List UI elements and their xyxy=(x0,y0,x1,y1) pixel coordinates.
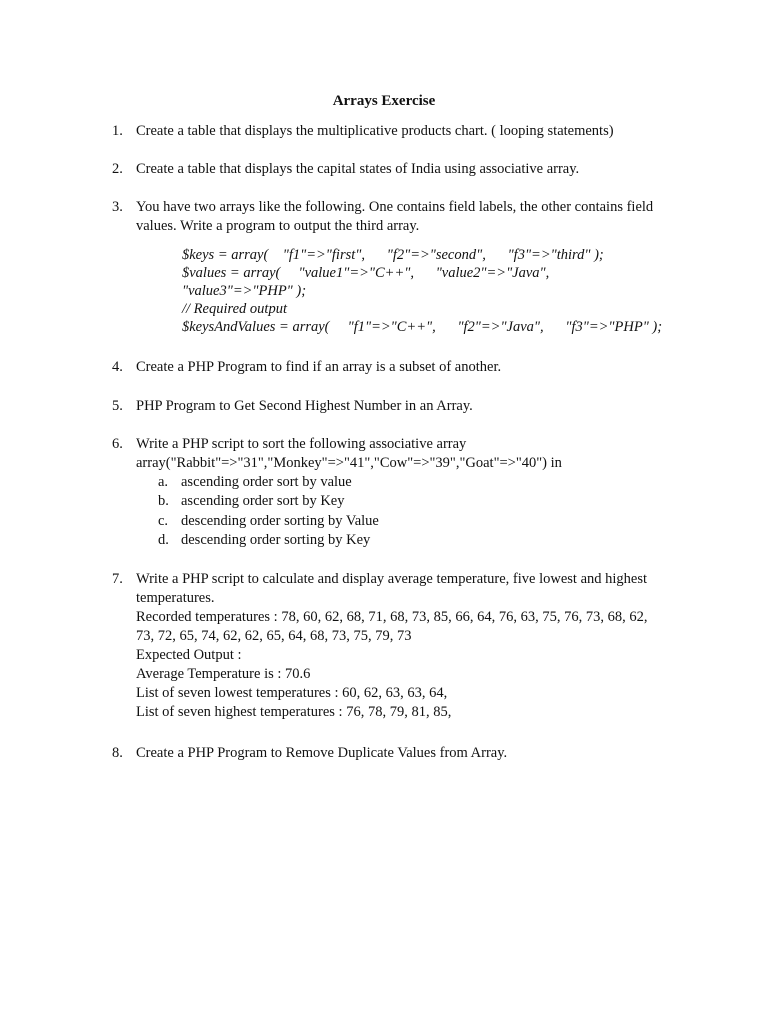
item-text-line: array("Rabbit"=>"31","Monkey"=>"41","Cow"=>"39","Goat"=>"40") in xyxy=(136,455,562,471)
exercise-item-7 xyxy=(112,570,672,722)
item-text-line: values. Write a program to output the third array. xyxy=(136,218,420,234)
item-number: 5. xyxy=(112,398,123,414)
sub-item-letter: d. xyxy=(158,531,169,548)
code-block xyxy=(182,246,672,336)
sub-item-letter: c. xyxy=(158,512,169,529)
item-text-block xyxy=(136,198,672,336)
item-number: 6. xyxy=(112,436,123,452)
item-text: Create a PHP Program to Remove Duplicate Values from Array. xyxy=(136,745,508,761)
item-text: Create a PHP Program to find if an array is a subset of another. xyxy=(136,359,502,375)
item-number: 3. xyxy=(112,199,123,215)
item-text-line: Write a PHP script to sort the following associative array xyxy=(136,436,467,452)
item-text-block xyxy=(136,435,672,550)
exercise-item-1 xyxy=(112,122,672,141)
item-number: 4. xyxy=(112,359,123,375)
code-line: $keys = array( "f1"=>"first", "f2"=>"second", "f3"=>"third" ); xyxy=(182,247,604,263)
sub-item-text: ascending order sort by value xyxy=(181,474,352,490)
item-text-line: List of seven highest temperatures : 76, 78, 79, 81, 85, xyxy=(136,704,452,720)
item-number: 8. xyxy=(112,745,123,761)
item-text-line: temperatures. xyxy=(136,590,215,606)
exercise-item-4 xyxy=(112,358,672,377)
exercise-item-2 xyxy=(112,160,672,179)
item-text-block xyxy=(136,570,672,722)
item-number: 7. xyxy=(112,571,123,587)
item-number: 2. xyxy=(112,161,123,177)
sub-item-text: ascending order sort by Key xyxy=(181,493,345,510)
page-title: Arrays Exercise xyxy=(332,93,436,109)
item-text: Create a table that displays the multiplicative products chart. ( looping statements) xyxy=(136,123,614,139)
sub-item-letter: a. xyxy=(158,474,169,490)
code-comment: // Required output xyxy=(182,301,287,317)
exercise-item-6 xyxy=(112,435,672,550)
sub-item-d xyxy=(158,531,672,550)
sub-item-text: descending order sorting by Key xyxy=(181,531,371,548)
item-number: 1. xyxy=(112,123,123,139)
item-text: Create a table that displays the capital states of India using associative array. xyxy=(136,161,580,177)
sub-item-b xyxy=(158,492,672,511)
exercise-item-5 xyxy=(112,397,672,416)
code-line: $values = array( "value1"=>"C++", "value2"=>"Java", xyxy=(182,265,550,281)
item-text-line: List of seven lowest temperatures : 60, 62, 63, 63, 64, xyxy=(136,685,448,701)
sub-item-a xyxy=(158,473,672,492)
item-text-line: Expected Output : xyxy=(136,647,242,663)
item-text-line: You have two arrays like the following. One contains field labels, the other contains field xyxy=(136,199,654,215)
exercise-item-3 xyxy=(112,198,672,336)
sub-item-letter: b. xyxy=(158,493,169,510)
sub-item-text: descending order sorting by Value xyxy=(181,512,379,529)
item-text-line: 73, 72, 65, 74, 62, 62, 65, 64, 68, 73, 75, 79, 73 xyxy=(136,628,412,644)
sub-item-c xyxy=(158,512,672,531)
code-line: $keysAndValues = array( "f1"=>"C++", "f2"=>"Java", "f3"=>"PHP" ); xyxy=(182,319,663,335)
item-text-line: Write a PHP script to calculate and display average temperature, five lowest and highest xyxy=(136,571,648,587)
exercise-item-8 xyxy=(112,744,672,763)
item-text-line: Recorded temperatures : 78, 60, 62, 68, 71, 68, 73, 85, 66, 64, 76, 63, 75, 76, 73, 68, 62, xyxy=(136,609,648,625)
item-text-line: Average Temperature is : 70.6 xyxy=(136,666,311,682)
code-line: "value3"=>"PHP" ); xyxy=(182,283,307,299)
item-text: PHP Program to Get Second Highest Number in an Array. xyxy=(136,398,473,414)
